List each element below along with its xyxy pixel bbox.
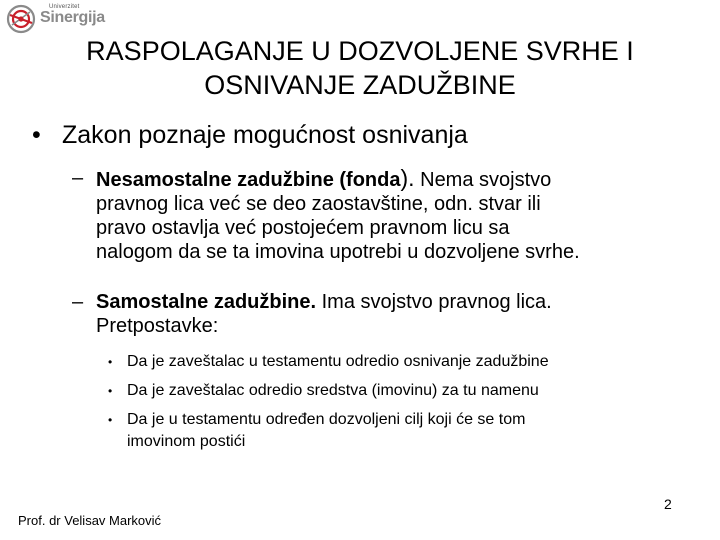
sub-bullet-line: Da je zaveštalac u testamentu odredio osnivanje zadužbine — [127, 353, 549, 370]
item-line-4: nalogom da se ta imovina upotrebi u dozvoljene svrhe. — [96, 241, 580, 263]
item-line-1 — [96, 166, 580, 192]
item-line-2: Pretpostavke: — [96, 315, 219, 337]
bullet-dot-icon: • — [108, 413, 113, 427]
bullet-dot-icon: • — [32, 121, 41, 149]
footer-author: Prof. dr Velisav Marković — [18, 513, 162, 528]
title-line-1: RASPOLAGANJE U DOZVOLJENE SVRHE I — [86, 36, 634, 66]
dash-item-text — [96, 166, 580, 264]
logo-wordmark: Sinergija — [40, 9, 105, 26]
bullet-dot-icon: • — [108, 384, 113, 398]
sub-bullet-text — [127, 380, 539, 402]
item-line-2: pravnog lica već se deo zaostavštine, odn. stvar ili — [96, 193, 541, 215]
item-line-1-rest: Nema svojstvo — [414, 169, 552, 191]
title-line-2: OSNIVANJE ZADUŽBINE — [204, 70, 516, 100]
item-line-1-rest: Ima svojstvo pravnog lica. — [316, 291, 552, 313]
item-paren: ). — [400, 165, 415, 191]
dash-icon: – — [72, 167, 84, 189]
item-bold-term: Nesamostalne zadužbine (fonda — [96, 169, 401, 191]
logo-emblem-icon — [4, 3, 40, 35]
dash-icon: – — [72, 291, 84, 313]
page-number: 2 — [664, 496, 672, 512]
sub-bullet-line: Da je u testamentu određen dozvoljeni cilj koji će se tom — [127, 411, 526, 428]
bullet-text: Zakon poznaje mogućnost osnivanja — [62, 121, 468, 149]
bullet-dot-icon: • — [108, 355, 113, 369]
university-logo — [2, 2, 105, 36]
dash-item-text — [96, 290, 552, 338]
sub-bullet-text — [127, 409, 525, 453]
item-line-1 — [96, 290, 552, 314]
slide-title — [20, 34, 700, 102]
sub-bullet-line: imovinom postići — [127, 433, 246, 450]
item-bold-term: Samostalne zadužbine. — [96, 291, 317, 313]
sub-bullet-text — [127, 351, 549, 373]
item-line-3: pravo ostavlja već postojećem pravnom licu sa — [96, 217, 510, 239]
logo-superscript: Univerzitet — [49, 4, 80, 10]
sub-bullet-line: Da je zaveštalac odredio sredstva (imovinu) za tu namenu — [127, 382, 539, 399]
